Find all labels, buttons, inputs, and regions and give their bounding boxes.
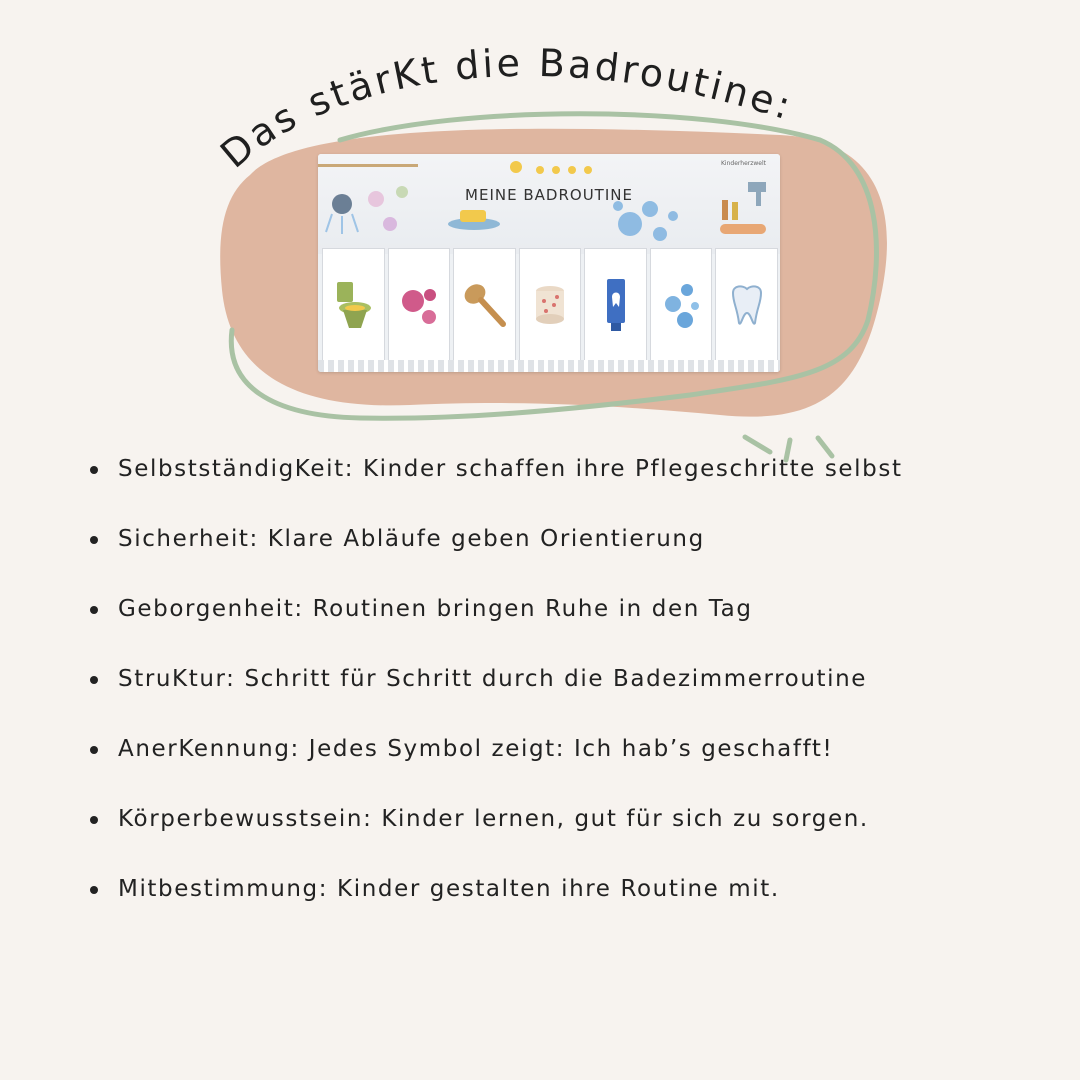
list-item — [90, 732, 990, 767]
hands-icon — [720, 224, 766, 234]
spark-line — [745, 437, 770, 452]
curtain-rod-icon — [318, 164, 418, 167]
board-title: MEINE BADROUTINE — [465, 186, 633, 204]
routine-card — [715, 248, 778, 362]
hero-section — [0, 0, 1080, 470]
list-item — [90, 522, 990, 557]
page-title: Das stärKt die Badroutine: — [212, 40, 799, 177]
board-base — [318, 360, 780, 372]
benefit-text: StruKtur: Schritt für Schritt durch die Badezimmerroutine — [118, 666, 868, 692]
tooth-icon — [727, 283, 767, 327]
board-brand: Kinderherzwelt — [721, 160, 766, 167]
board-header — [318, 154, 780, 254]
bullet-icon — [90, 606, 98, 614]
bubbles-blue-icon — [659, 280, 703, 330]
routine-card — [584, 248, 647, 362]
routine-card — [650, 248, 713, 362]
toilet-paper-icon — [530, 283, 570, 327]
list-item — [90, 592, 990, 627]
list-item — [90, 802, 990, 837]
bath-routine-board — [318, 154, 780, 372]
benefit-text: Körperbewusstsein: Kinder lernen, gut für sich zu sorgen. — [118, 806, 869, 832]
ducks-icon — [510, 161, 592, 174]
routine-cards — [322, 248, 778, 362]
list-item — [90, 452, 990, 487]
list-item — [90, 872, 990, 907]
benefit-text: AnerKennung: Jedes Symbol zeigt: Ich hab’s geschafft! — [118, 736, 834, 762]
toothpaste-icon — [601, 277, 631, 333]
routine-card — [519, 248, 582, 362]
routine-card — [453, 248, 516, 362]
benefit-text: SelbstständigKeit: Kinder schaffen ihre Pflegeschritte selbst — [118, 456, 903, 482]
soap-icon — [460, 210, 486, 222]
board-header-art — [318, 154, 780, 254]
flower-icon — [383, 217, 397, 231]
bullet-icon — [90, 466, 98, 474]
routine-card — [322, 248, 385, 362]
bullet-icon — [90, 816, 98, 824]
list-item — [90, 662, 990, 697]
benefit-text: Mitbestimmung: Kinder gestalten ihre Routine mit. — [118, 876, 780, 902]
bubbles-pink-icon — [397, 283, 441, 327]
hairbrush-icon — [459, 280, 509, 330]
bullet-icon — [90, 676, 98, 684]
routine-card — [388, 248, 451, 362]
bullet-icon — [90, 536, 98, 544]
benefit-text: Geborgenheit: Routinen bringen Ruhe in den Tag — [118, 596, 753, 622]
bullet-icon — [90, 886, 98, 894]
benefits-list — [90, 452, 990, 907]
benefit-text: Sicherheit: Klare Abläufe geben Orientierung — [118, 526, 705, 552]
bullet-icon — [90, 746, 98, 754]
bubbles-icon — [613, 201, 678, 241]
toilet-icon — [333, 280, 373, 330]
